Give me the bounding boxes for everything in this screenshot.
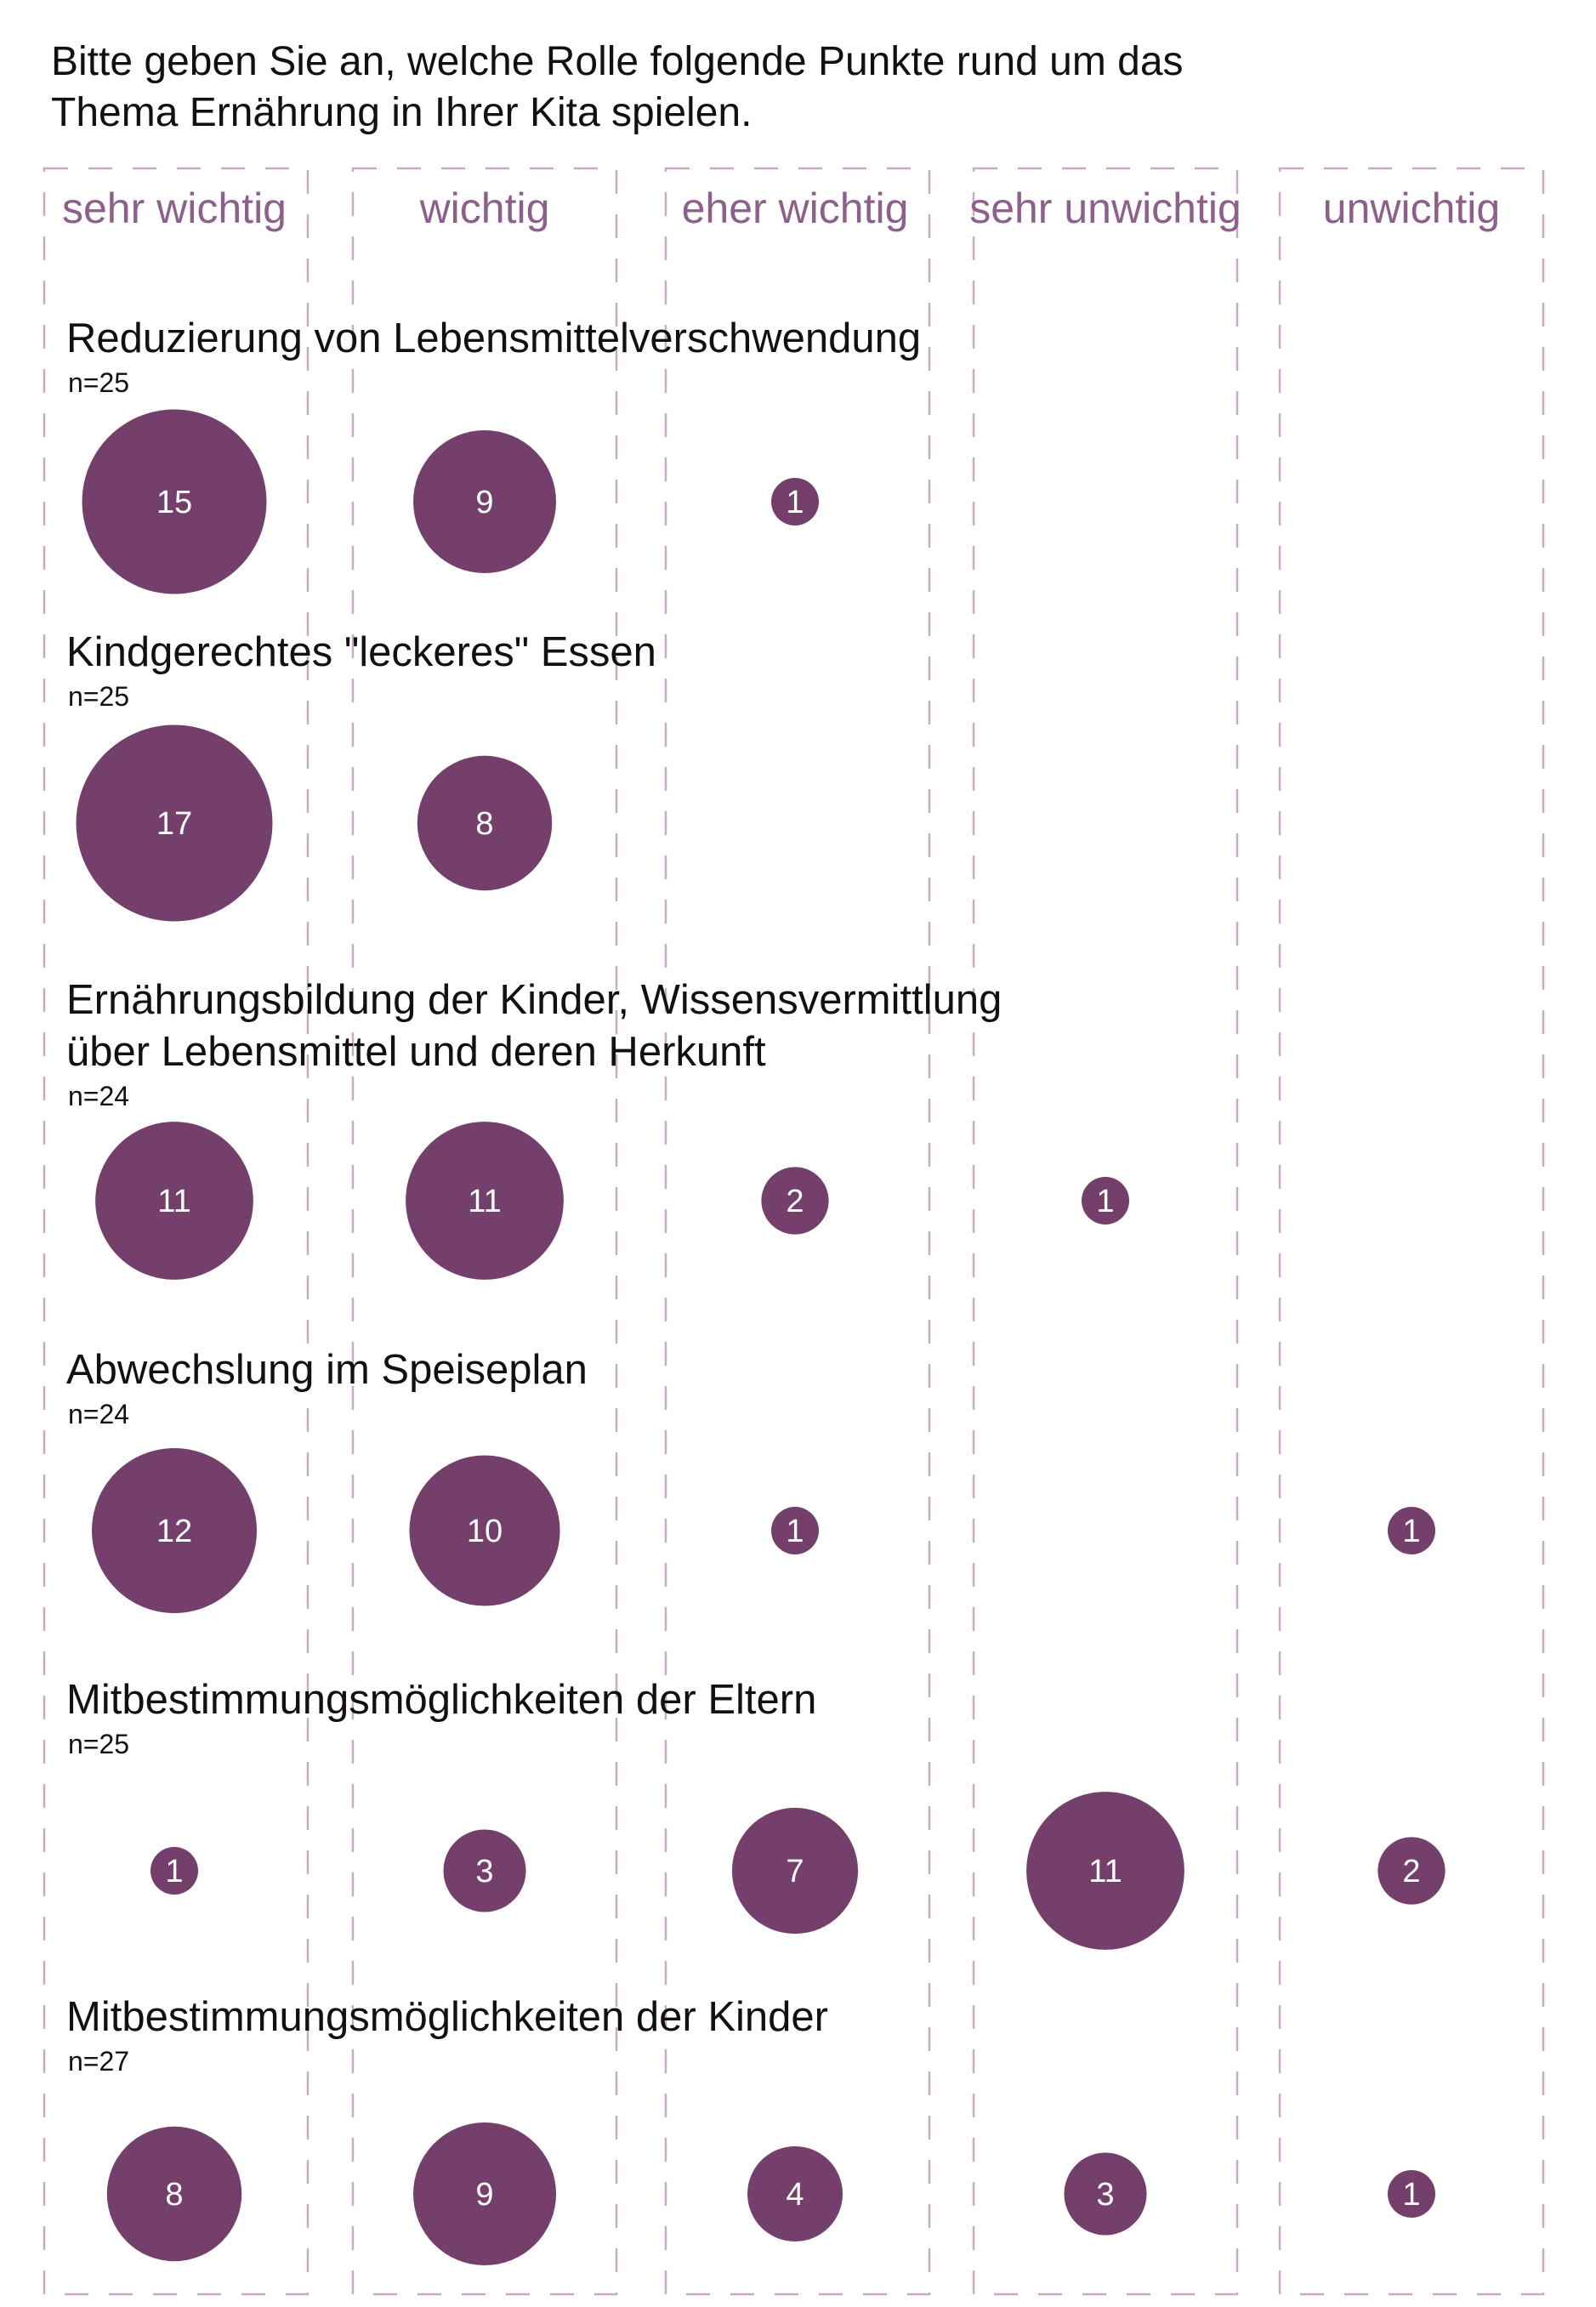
- bubble-value-label: 8: [165, 2177, 184, 2213]
- item-title: über Lebensmittel und deren Herkunft: [66, 1029, 766, 1075]
- bubble-value-label: 15: [156, 485, 193, 520]
- question-title: Thema Ernährung in Ihrer Kita spielen.: [51, 90, 753, 135]
- bubble-value-label: 10: [466, 1514, 503, 1549]
- item-title: Ernährungsbildung der Kinder, Wissensvermittlung: [66, 977, 1002, 1023]
- item-sample-size: n=24: [68, 1081, 130, 1111]
- bubble-value-label: 1: [1096, 1184, 1115, 1219]
- bubble-value-label: 17: [156, 806, 193, 842]
- bubble-value-label: 9: [475, 485, 494, 520]
- bubble-value-label: 12: [156, 1514, 193, 1549]
- item-title: Abwechslung im Speiseplan: [66, 1347, 588, 1393]
- bubble-value-label: 1: [786, 1514, 804, 1549]
- bubble-value-label: 1: [786, 485, 804, 520]
- item-sample-size: n=24: [68, 1399, 130, 1429]
- bubble-value-label: 11: [468, 1184, 502, 1219]
- bubble-value-label: 1: [1402, 2177, 1421, 2213]
- bubble-value-label: 9: [475, 2177, 494, 2213]
- column-header: wichtig: [419, 185, 550, 232]
- question-title: Bitte geben Sie an, welche Rolle folgende Punkte rund um das: [51, 39, 1184, 84]
- item-title: Kindgerechtes "leckeres" Essen: [66, 629, 656, 675]
- item-sample-size: n=25: [68, 681, 130, 712]
- column-header: unwichtig: [1322, 185, 1501, 232]
- item-title: Reduzierung von Lebensmittelverschwendung: [66, 315, 922, 361]
- bubble-value-label: 11: [157, 1184, 191, 1219]
- item-title: Mitbestimmungsmöglichkeiten der Kinder: [66, 1994, 828, 2040]
- bubble-value-label: 3: [475, 1854, 494, 1889]
- bubble-value-label: 4: [786, 2177, 804, 2213]
- bubble-value-label: 1: [1402, 1514, 1421, 1549]
- bubble-value-label: 2: [786, 1184, 804, 1219]
- column-frame: [1280, 168, 1543, 2294]
- bubble-value-label: 8: [475, 806, 494, 842]
- bubble-value-label: 7: [786, 1854, 804, 1889]
- column-header: sehr wichtig: [62, 185, 287, 232]
- bubble-value-label: 1: [165, 1854, 184, 1889]
- bubble-value-label: 3: [1096, 2177, 1115, 2213]
- bubble-value-label: 11: [1088, 1854, 1122, 1889]
- item-sample-size: n=25: [68, 1729, 130, 1759]
- item-sample-size: n=27: [68, 2046, 130, 2077]
- bubble-value-label: 2: [1402, 1854, 1421, 1889]
- item-title: Mitbestimmungsmöglichkeiten der Eltern: [66, 1677, 817, 1723]
- column-header: eher wichtig: [681, 185, 909, 232]
- item-sample-size: n=25: [68, 367, 130, 398]
- column-header: sehr unwichtig: [969, 185, 1241, 232]
- column-frame: [974, 168, 1237, 2294]
